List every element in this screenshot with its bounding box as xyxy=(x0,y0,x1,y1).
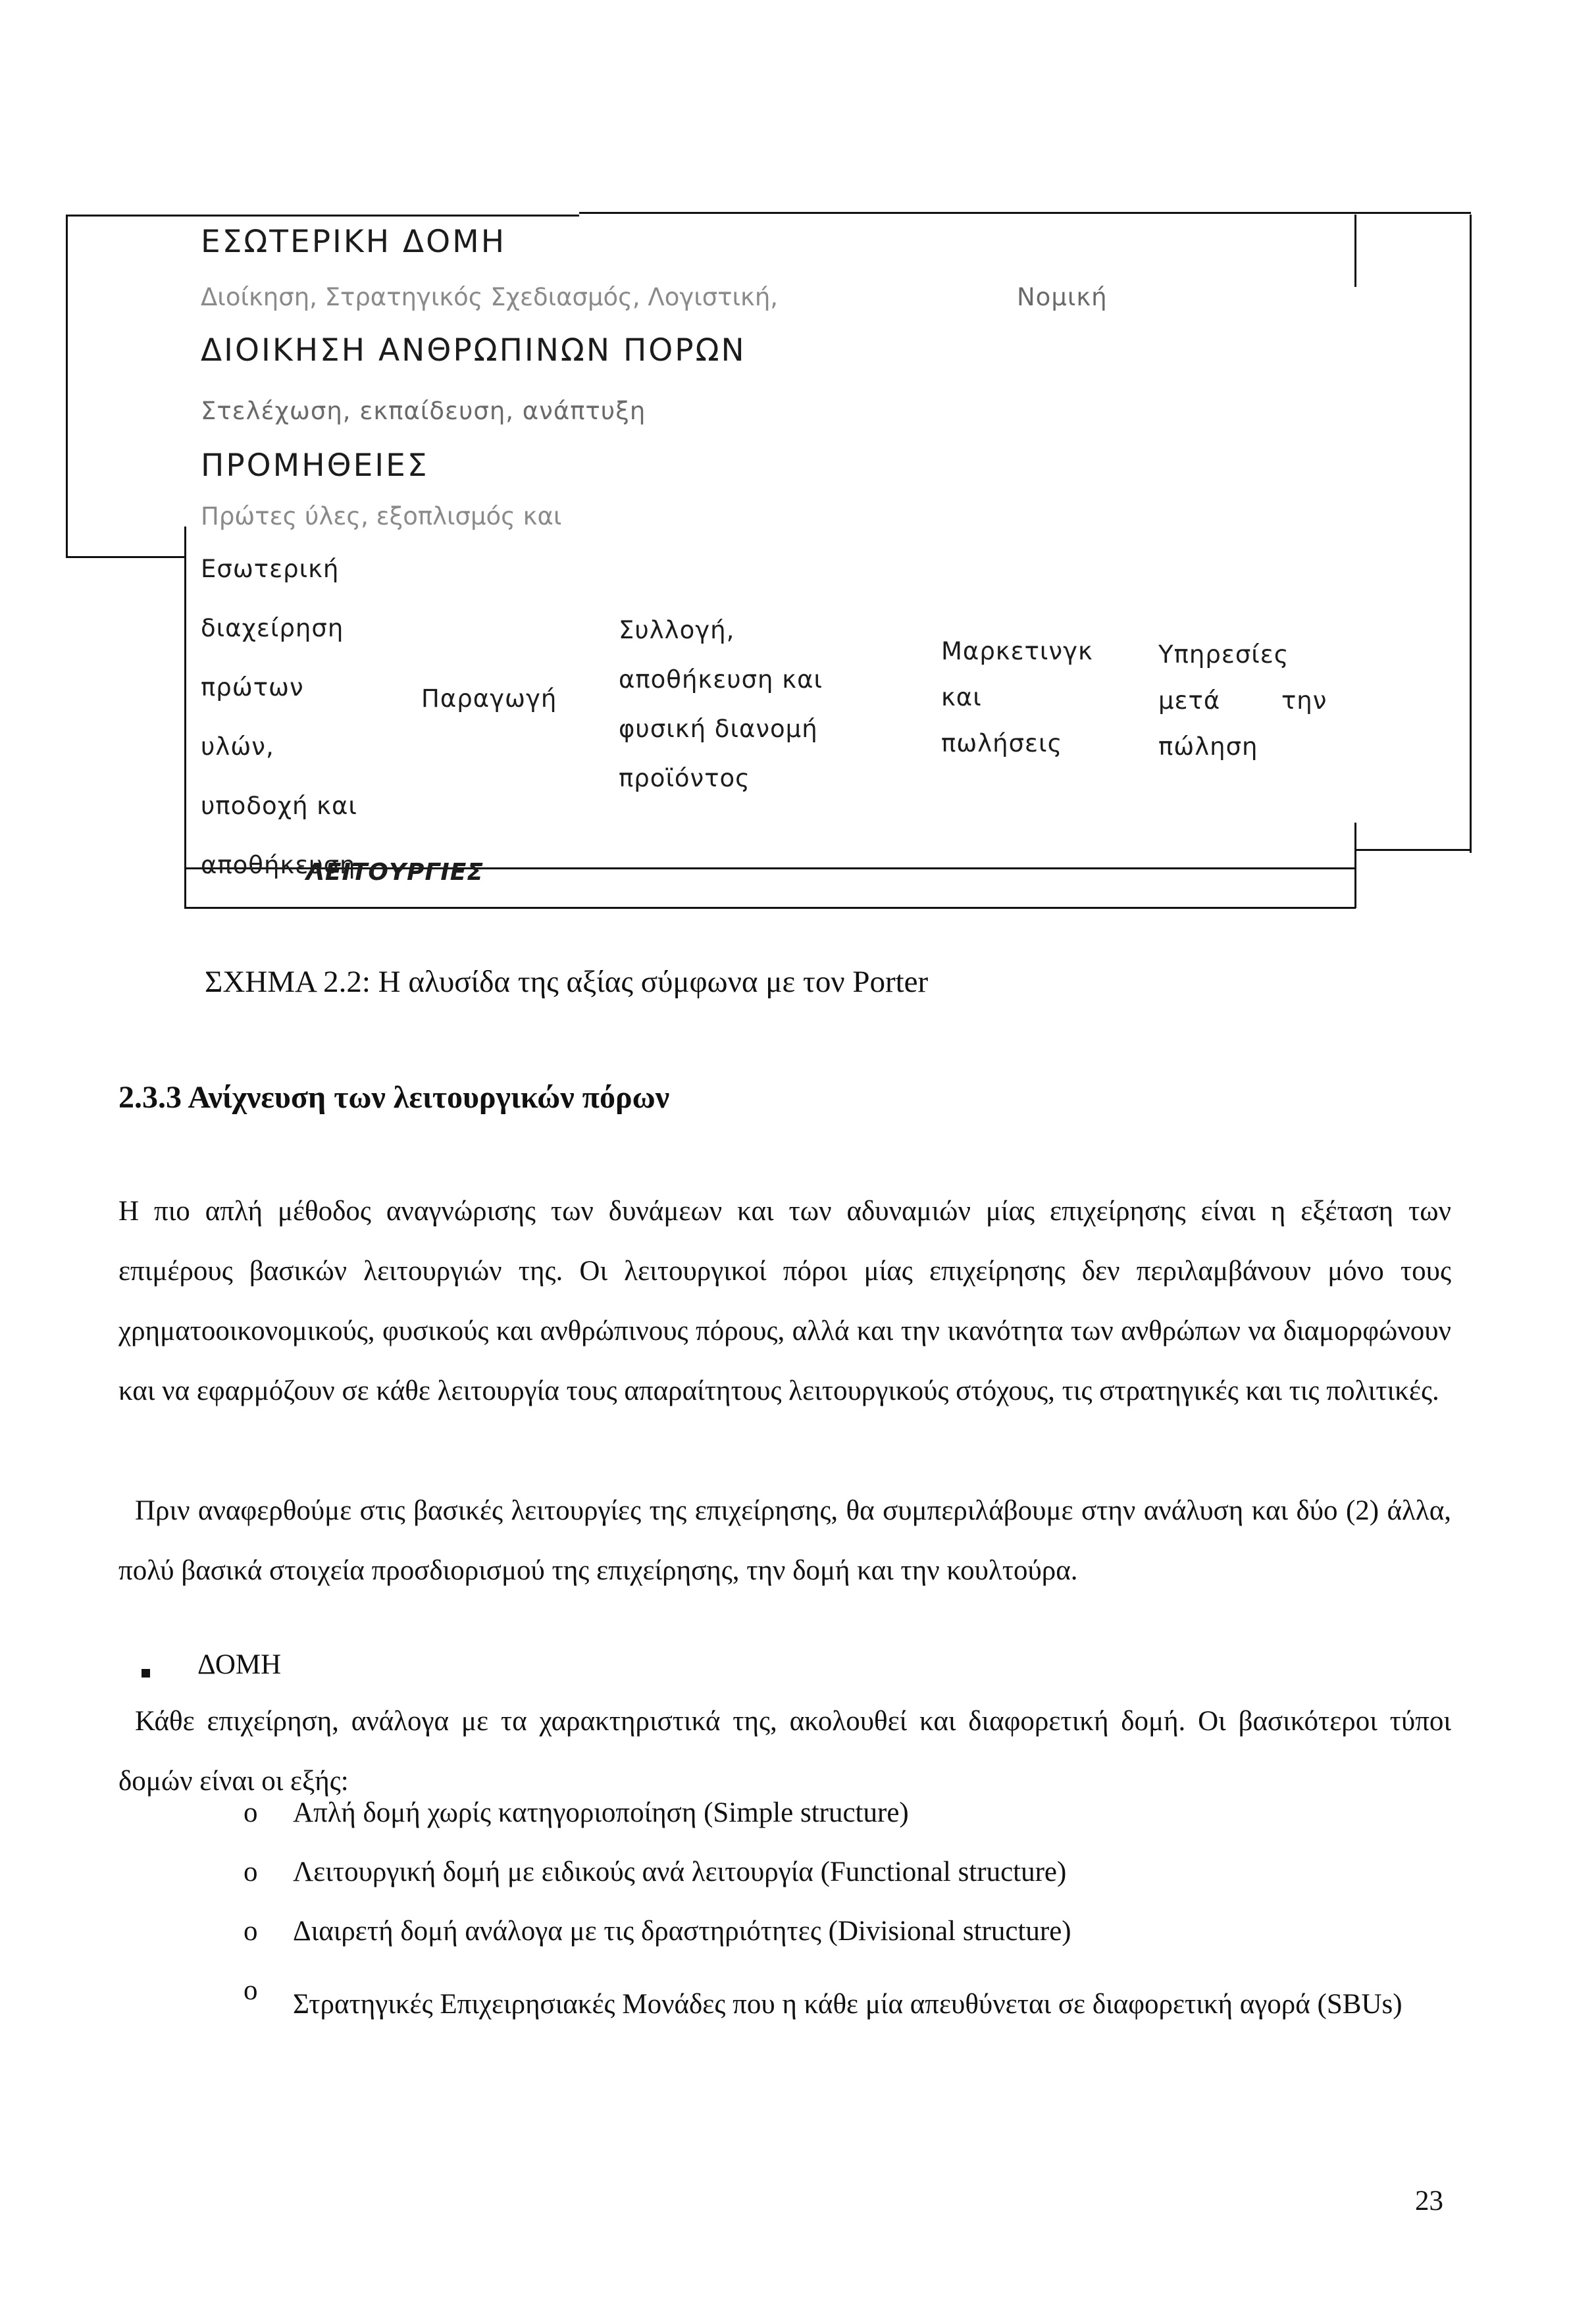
outbound-line: προϊόντος xyxy=(619,764,750,792)
square-bullet-icon xyxy=(142,1669,150,1678)
inbound-line: υλών, xyxy=(201,732,274,761)
marketing-line: Μαρκετινγκ xyxy=(941,637,1093,665)
outbound-line: αποθήκευση και xyxy=(619,665,823,694)
list-item: Στρατηγικές Επιχειρησιακές Μονάδες που η κάθε μία απευθύνεται σε διαφορετική αγορά (SBUs) xyxy=(293,1989,1403,2020)
infrastructure-subtitle: Διοίκηση, Στρατηγικός Σχεδιασμός, Λογιστική, xyxy=(201,283,779,311)
outbound-line: φυσική διανομή xyxy=(619,715,818,743)
figure-top-line-right xyxy=(579,212,1471,214)
page-number: 23 xyxy=(1415,2186,1443,2216)
procurement-subtitle: Πρώτες ύλες, εξοπλισμός και xyxy=(201,502,562,530)
operations: Παραγωγή xyxy=(421,684,557,713)
paragraph-structure-types: Κάθε επιχείρηση, ανάλογα με τα χαρακτηριστικά της, ακολουθεί και διαφορετική δομή. Οι βασικότεροι τύποι δομών είναι οι εξής: xyxy=(118,1706,1451,1797)
list-marker: o xyxy=(244,1975,258,2006)
figure-right-arrow-line xyxy=(1356,849,1472,851)
list-item: Διαιρετή δομή ανάλογα με τις δραστηριότητες (Divisional structure) xyxy=(293,1916,1071,1947)
marketing-sales xyxy=(941,628,1093,767)
list-item: Λειτουργική δομή με ειδικούς ανά λειτουργία (Functional structure) xyxy=(293,1857,1067,1887)
service-line: Υπηρεσίες xyxy=(1158,640,1289,669)
list-marker: o xyxy=(244,1857,258,1887)
marketing-line: και xyxy=(941,683,982,711)
paragraph-before-functions: Πριν αναφερθούμε στις βασικές λειτουργίες της επιχείρησης, θα συμπεριλάβουμε στην ανάλυση και δύο (2) άλλα, πολύ βασικά στοιχεία προσδιορισμού της επιχείρησης, την δομή και την κουλτούρα. xyxy=(118,1495,1451,1586)
hr-title: ΔΙΟΙΚΗΣΗ ΑΝΘΡΩΠΙΝΩΝ ΠΟΡΩΝ xyxy=(201,332,746,369)
figure-functions-bottom-line xyxy=(184,907,1356,909)
after-sales-service xyxy=(1158,632,1327,770)
bullet-title-structure: ΔΟΜΗ xyxy=(197,1649,282,1680)
inbound-line: υποδοχή και xyxy=(201,792,357,820)
figure-upper-bottom-line xyxy=(66,556,186,558)
functions-label: ΛΕΙΤΟΥΡΓΙΕΣ xyxy=(306,859,484,886)
list-item: Απλή δομή χωρίς κατηγοριοποίηση (Simple structure) xyxy=(293,1797,909,1828)
section-heading: 2.3.3 Ανίχνευση των λειτουργικών πόρων xyxy=(118,1080,670,1115)
list-marker: o xyxy=(244,1916,258,1947)
hr-subtitle: Στελέχωση, εκπαίδευση, ανάπτυξη xyxy=(201,397,646,425)
infrastructure-title: ΕΣΩΤΕΡΙΚΗ ΔΟΜΗ xyxy=(201,224,507,260)
inbound-line: αποθήκευση xyxy=(201,851,356,879)
outbound-line: Συλλογή, xyxy=(619,616,735,644)
figure-inner-left-border xyxy=(184,526,186,908)
procurement-title: ΠΡΟΜΗΘΕΙΕΣ xyxy=(201,448,429,484)
infrastructure-subtitle-right: Νομική xyxy=(1017,283,1108,311)
figure-top-line-left xyxy=(66,215,579,217)
service-line: μετά την xyxy=(1158,686,1327,715)
figure-left-border xyxy=(66,215,68,557)
figure-right-lower-border xyxy=(1354,823,1356,908)
outbound-logistics xyxy=(619,605,823,803)
figure-right-border xyxy=(1470,215,1472,853)
paragraph-functional-resources: Η πιο απλή μέθοδος αναγνώρισης των δυνάμεων και των αδυναμιών μίας επιχείρησης είναι η εξέταση των επιμέρους βασικών λειτουργιών της. Οι λειτουργικοί πόροι μίας επιχείρησης δεν περιλαμβάνουν μόνο τους χρηματοοικονομικούς, φυσικούς και ανθρώπινους πόρους, αλλά και την ικανότητα των ανθρώπων να διαμορφώνουν και να εφαρμόζουν σε κάθε λειτουργία τους απαραίτητους λειτουργικούς στόχους, τις στρατηγικές και τις πολιτικές. xyxy=(118,1196,1451,1406)
inbound-line: διαχείρηση xyxy=(201,614,344,642)
marketing-line: πωλήσεις xyxy=(941,729,1063,757)
inbound-logistics xyxy=(201,540,357,895)
figure-caption: ΣΧΗΜΑ 2.2: Η αλυσίδα της αξίας σύμφωνα με τον Porter xyxy=(205,965,929,999)
figure-right-border-top xyxy=(1354,215,1356,287)
list-marker: o xyxy=(244,1797,258,1828)
inbound-line: Εσωτερική xyxy=(201,555,340,583)
inbound-line: πρώτων xyxy=(201,673,304,702)
service-line: πώληση xyxy=(1158,732,1258,761)
